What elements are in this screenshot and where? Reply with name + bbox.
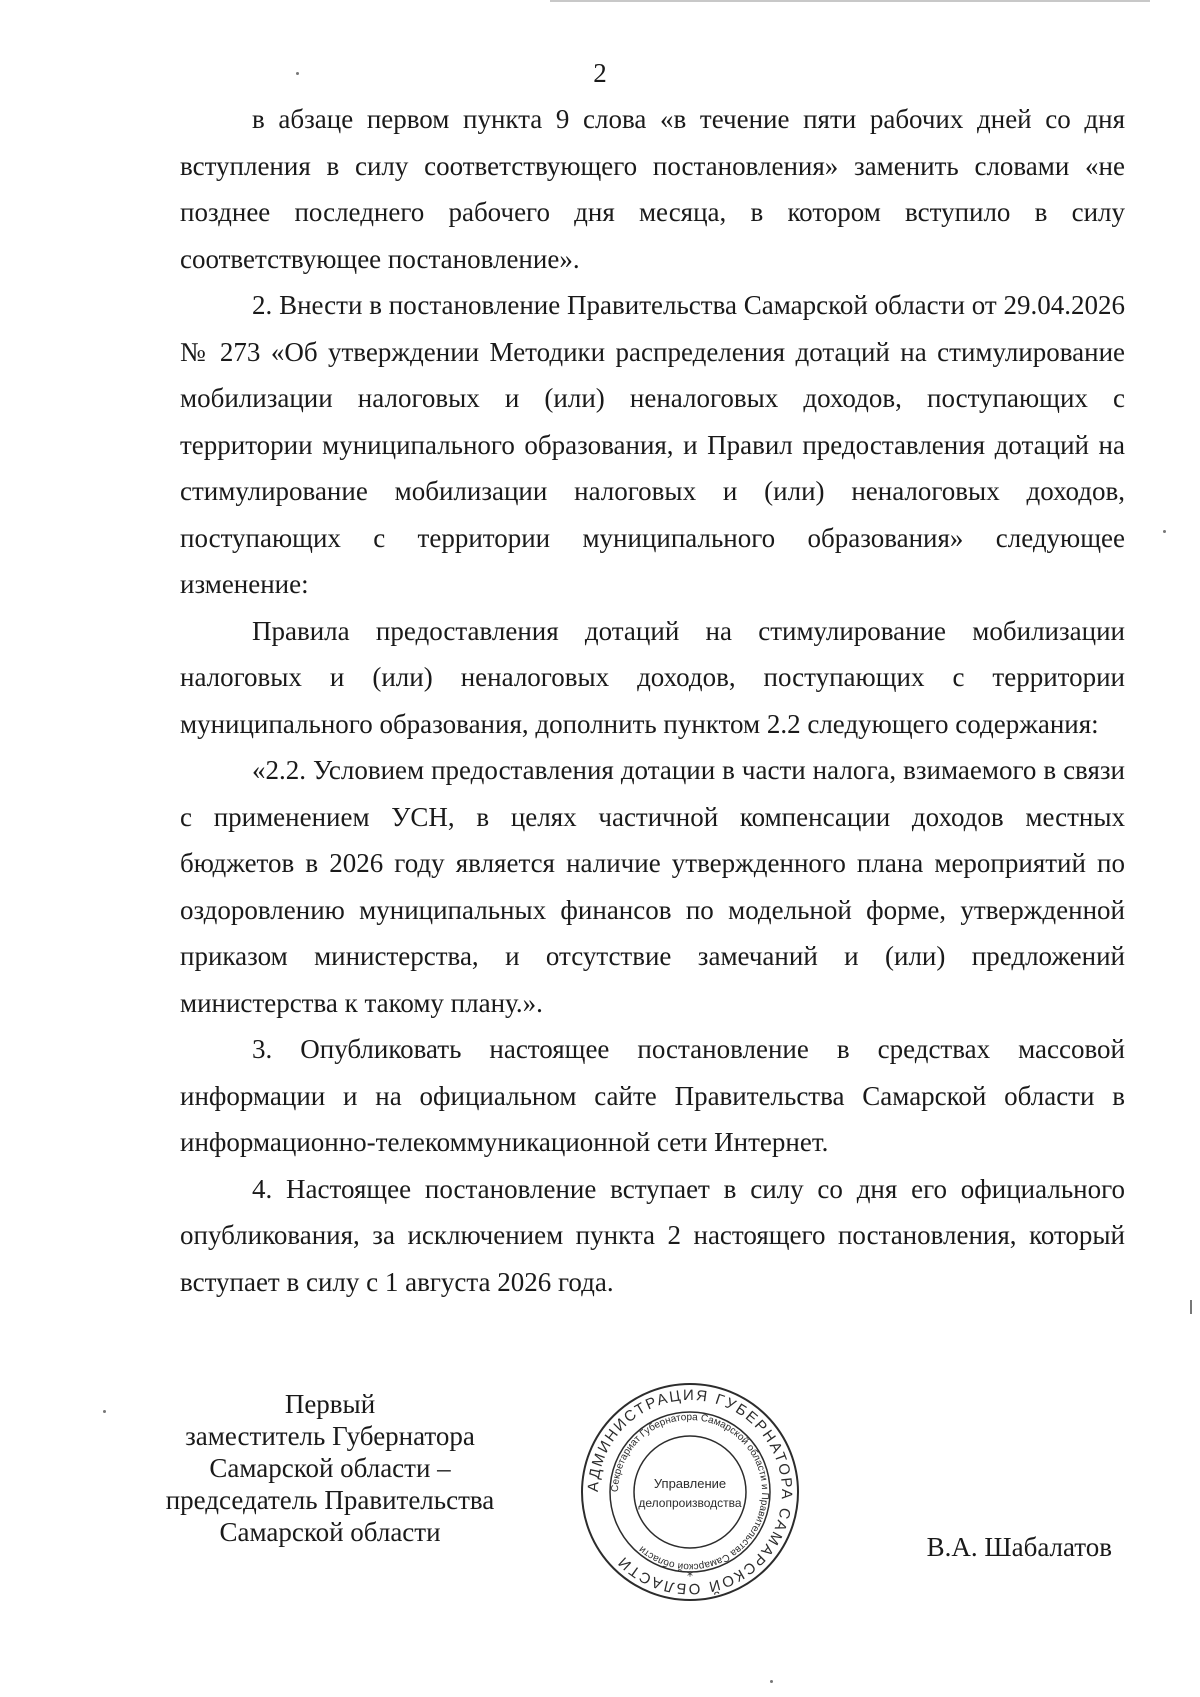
document-body <box>180 96 1125 1305</box>
seal-center-line-2: делопроизводства <box>638 1496 742 1510</box>
position-line: заместитель Губернатора <box>185 1421 475 1451</box>
scan-speck <box>1163 530 1166 533</box>
seal-inner-text: Секретариат Губернатора Самарской области и Правительства Самарской области <box>609 1411 771 1573</box>
signer-name: В.А. Шабалатов <box>926 1532 1112 1562</box>
position-line: Самарской области – <box>209 1453 451 1483</box>
seal-center-line-1: Управление <box>653 1476 727 1491</box>
paragraph-1-continuation: в абзаце первом пункта 9 слова «в течение пяти рабочих дней со дня вступления в силу соответствующего постановления» заменить словами «не позднее последнего рабочего дня месяца, в котором вступило в силу соответствующее постановление». <box>180 104 1125 274</box>
position-line: Самарской области <box>219 1517 441 1547</box>
position-line: председатель Правительства <box>165 1485 495 1515</box>
scan-speck <box>103 1410 106 1413</box>
signatory-position <box>140 1388 520 1548</box>
scan-speck <box>770 1680 773 1683</box>
scan-speck <box>1190 1300 1192 1314</box>
scan-artifact-line <box>550 0 1150 2</box>
seal-star-icon: * <box>687 1569 693 1583</box>
paragraph-rules-amendment: Правила предоставления дотаций на стимулирование мобилизации налоговых и (или) неналоговых доходов, поступающих с территории муниципального образования, дополнить пунктом 2.2 следующего содержания: <box>180 615 1125 739</box>
paragraph-item-4: 4. Настоящее постановление вступает в силу со дня его официального опубликования, за исключением пункта 2 настоящего постановления, который вступает в силу с 1 августа 2026 года. <box>180 1173 1125 1297</box>
paragraph-item-2: 2. Внести в постановление Правительства Самарской области от 29.04.2026 № 273 «Об утверждении Методики распределения дотаций на стимулирование мобилизации налоговых и (или) неналоговых доходов, поступающих с территории муниципального образования, и Правил предоставления дотаций на стимулирование мобилизации налоговых и (или) неналоговых доходов, поступающих с территории муниципального образования» следующее изменение: <box>180 290 1125 599</box>
scan-speck <box>296 72 299 75</box>
position-line: Первый <box>284 1389 376 1419</box>
paragraph-new-clause-2-2: «2.2. Условием предоставления дотации в части налога, взимаемого в связи с применением УСН, в целях частичной компенсации доходов местных бюджетов в 2026 году является наличие утвержденного плана мероприятий по оздоровлению муниципальных финансов по модельной форме, утвержденной приказом министерства, и отсутствие замечаний и (или) предложений министерства к такому плану.». <box>180 755 1125 1018</box>
page-number: 2 <box>593 58 607 88</box>
paragraph-item-3: 3. Опубликовать настоящее постановление в средствах массовой информации и на официальном сайте Правительства Самарской области в информационно-телекоммуникационной сети Интернет. <box>180 1034 1125 1157</box>
seal-outer-text: АДМИНИСТРАЦИЯ ГУБЕРНАТОРА САМАРСКОЙ ОБЛАСТИ <box>584 1386 796 1598</box>
official-seal-stamp <box>578 1380 802 1604</box>
